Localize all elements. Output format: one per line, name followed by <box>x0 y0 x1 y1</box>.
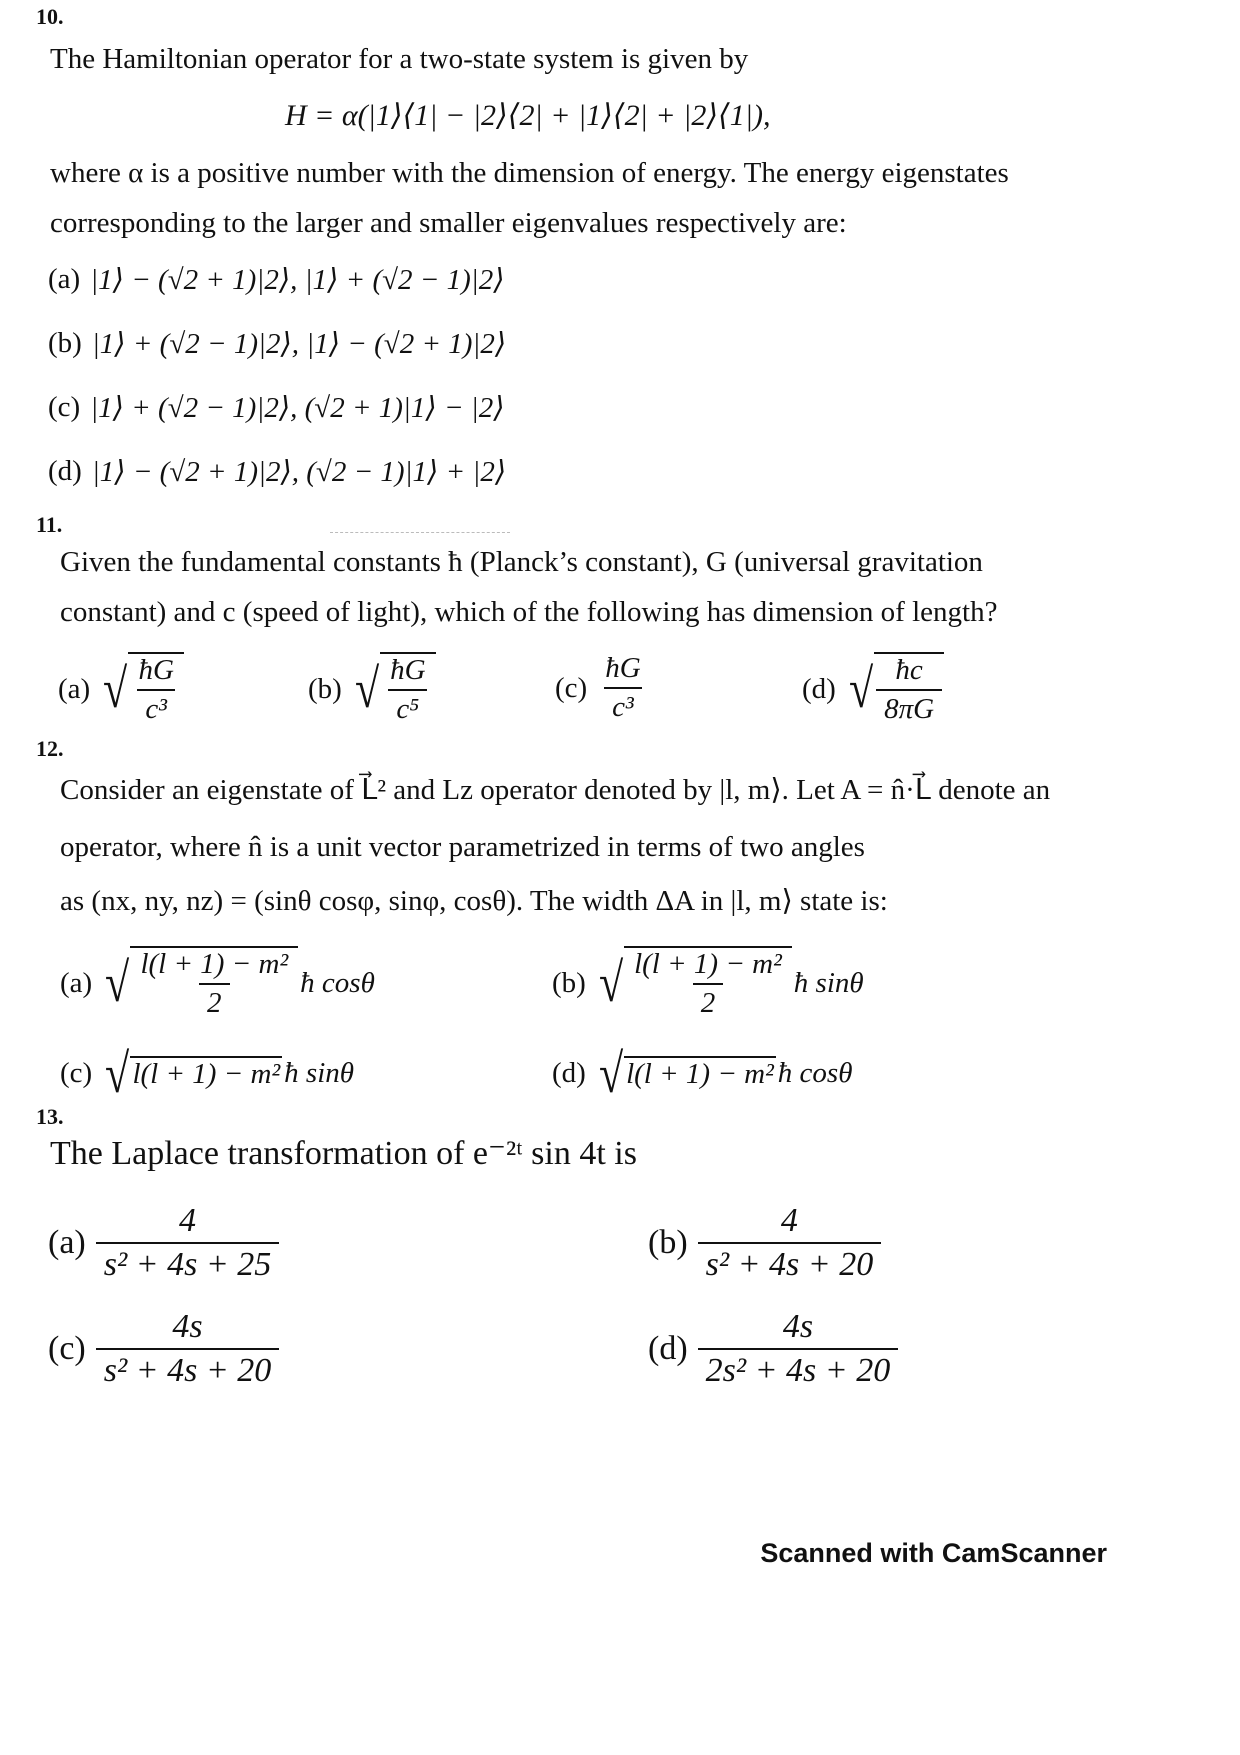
denominator: 2 <box>693 983 724 1020</box>
square-root: √ $\frac{\text{l(l + 1) − m²}}{2}$ <box>102 946 298 1020</box>
question-10-text-3: corresponding to the larger and smaller eigenvalues respectively are: <box>50 207 847 239</box>
numerator: 4 <box>179 1202 197 1239</box>
option-text: |1⟩ − (√2 + 1)|2⟩, |1⟩ + (√2 − 1)|2⟩ <box>90 264 505 296</box>
question-11-number: 11. <box>36 512 63 537</box>
option-label: (a) <box>48 263 81 295</box>
question-11-text: Given the fundamental constants ħ (Planck’s constant), G (universal gravitation <box>60 546 983 578</box>
q13-option-b[interactable] <box>648 1202 881 1284</box>
option-label: (a) <box>60 966 93 999</box>
q13-option-c[interactable] <box>48 1308 279 1390</box>
denominator: 2s² + 4s + 20 <box>698 1348 899 1390</box>
question-12-number: 12. <box>36 736 64 761</box>
q13-option-a[interactable] <box>48 1202 279 1284</box>
numerator: l(l + 1) − m² <box>140 948 289 980</box>
camscanner-watermark: Scanned with CamScanner <box>760 1538 1107 1568</box>
option-label: (c) <box>48 391 81 423</box>
denominator: 8πG <box>876 689 942 726</box>
numerator: 4 <box>780 1202 798 1239</box>
option-text: |1⟩ + (√2 − 1)|2⟩, |1⟩ − (√2 + 1)|2⟩ <box>91 328 507 360</box>
option-label: (a) <box>58 672 91 705</box>
option-label: (a) <box>48 1224 86 1261</box>
question-10-number: 10. <box>36 4 64 29</box>
option-tail: ħ sinθ <box>793 966 864 999</box>
option-label: (c) <box>48 1330 86 1367</box>
denominator: s² + 4s + 20 <box>96 1348 280 1390</box>
q12-option-c[interactable] <box>60 1043 354 1104</box>
question-10-text-2: where α is a positive number with the dimension of energy. The energy eigenstates <box>50 157 1009 189</box>
square-root: √ l(l + 1) − m² <box>105 1043 281 1104</box>
denominator: s² + 4s + 25 <box>96 1242 280 1284</box>
radicand: l(l + 1) − m² <box>626 1058 774 1091</box>
option-label: (c) <box>60 1057 93 1090</box>
numerator: l(l + 1) − m² <box>634 948 782 980</box>
q10-option-b[interactable] <box>48 326 506 361</box>
option-label: (d) <box>552 1057 586 1090</box>
option-tail: ħ sinθ <box>284 1057 354 1090</box>
option-label: (c) <box>555 671 588 704</box>
q10-option-d[interactable] <box>48 454 506 489</box>
numerator: ħG <box>138 654 174 686</box>
q12-option-d[interactable] <box>552 1043 853 1104</box>
question-12-text-3: as (nx, ny, nz) = (sinθ cosφ, sinφ, cosθ). The width ΔA in |l, m⟩ state is: <box>60 885 888 917</box>
square-root: √ $\frac{\text{l(l + 1) − m²}}{2}$ <box>596 946 792 1020</box>
option-tail: ħ cosθ <box>300 966 375 999</box>
q11-option-d[interactable] <box>802 652 944 726</box>
denominator: c³ <box>137 689 175 726</box>
question-10-text: The Hamiltonian operator for a two-state system is given by <box>50 43 749 75</box>
denominator: c³ <box>604 687 642 724</box>
square-root: √ $\frac{ħc}{8\pi G}$ <box>846 652 944 726</box>
q12-option-b[interactable] <box>552 946 864 1020</box>
option-label: (b) <box>648 1224 688 1261</box>
q11-option-b[interactable] <box>308 652 436 726</box>
scan-artifact-divider <box>330 532 510 533</box>
numerator: 4s <box>782 1308 814 1345</box>
q12-option-a[interactable] <box>60 946 375 1020</box>
q13-option-d[interactable] <box>648 1308 898 1390</box>
numerator: ħc <box>895 654 923 686</box>
option-label: (b) <box>48 327 82 359</box>
option-label: (d) <box>802 672 836 705</box>
option-label: (b) <box>308 672 342 705</box>
question-12-text-2: operator, where n̂ is a unit vector parametrized in terms of two angles <box>60 831 865 863</box>
question-13-text: The Laplace transformation of e⁻²ᵗ sin 4t is <box>50 1135 637 1172</box>
denominator: c⁵ <box>388 689 427 726</box>
radicand: l(l + 1) − m² <box>132 1058 281 1091</box>
option-label: (d) <box>648 1330 688 1367</box>
denominator: s² + 4s + 20 <box>698 1242 882 1284</box>
question-13-number: 13. <box>36 1104 64 1129</box>
option-label: (d) <box>48 455 82 487</box>
hamiltonian-equation: H = α(|1⟩⟨1| − |2⟩⟨2| + |1⟩⟨2| + |2⟩⟨1|), <box>285 99 771 132</box>
square-root: √ $\frac{ħG}{\text{c³}}$ <box>100 652 184 726</box>
square-root: √ l(l + 1) − m² <box>598 1043 774 1104</box>
option-text: |1⟩ − (√2 + 1)|2⟩, (√2 − 1)|1⟩ + |2⟩ <box>91 456 507 488</box>
numerator: ħG <box>605 652 641 684</box>
numerator: 4s <box>172 1308 203 1345</box>
denominator: 2 <box>199 983 230 1020</box>
square-root: √ $\frac{ħG}{\text{c⁵}}$ <box>352 652 436 726</box>
q10-option-a[interactable] <box>48 262 505 297</box>
question-11-text-2: constant) and c (speed of light), which of the following has dimension of length? <box>60 596 998 628</box>
numerator: ħG <box>390 654 426 686</box>
q11-option-a[interactable] <box>58 652 184 726</box>
q10-option-c[interactable] <box>48 390 505 425</box>
question-12-text: Consider an eigenstate of L⃗² and Lz operator denoted by |l, m⟩. Let A = n̂·L⃗ denote an <box>60 774 1051 806</box>
option-tail: ħ cosθ <box>777 1057 853 1090</box>
option-text: |1⟩ + (√2 − 1)|2⟩, (√2 + 1)|1⟩ − |2⟩ <box>90 392 505 424</box>
option-label: (b) <box>552 966 586 999</box>
q11-option-c[interactable] <box>555 652 649 724</box>
